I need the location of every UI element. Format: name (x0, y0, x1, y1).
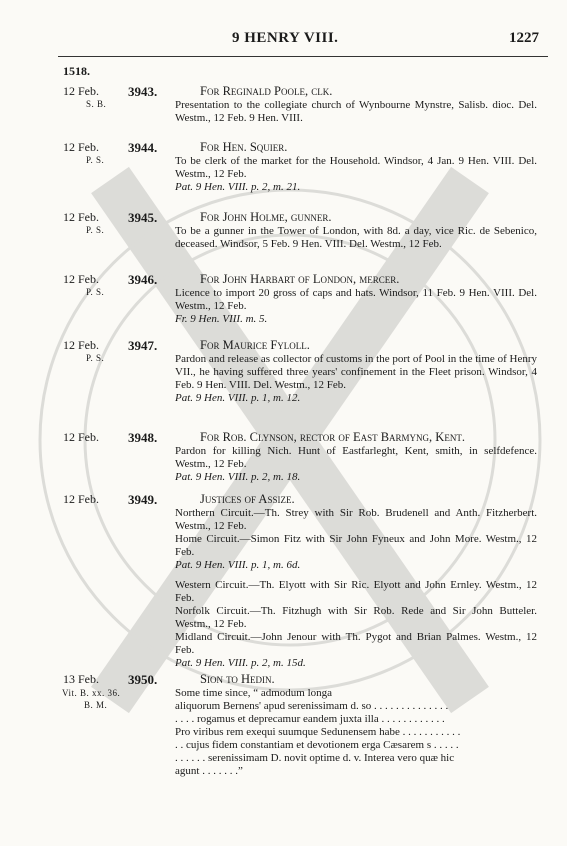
entry-text: Pardon and release as collector of customs in the port of Pool in the time of Henry VII., he having suffered three years' confinement in the Fleet prison. Windsor, 4 Feb. 9 Hen. VIII. Del. Westm., 12 Feb. (175, 353, 537, 391)
entry-date: 12 Feb. (63, 430, 99, 444)
heading-name: For Rob. Clynson, rector of East Barmyng, Kent. (200, 430, 465, 444)
entry-heading: For John Holme, gunner. (200, 210, 332, 224)
entry-body (175, 225, 537, 251)
entry-heading: For Hen. Squier. (200, 140, 288, 154)
reference-text: Pat. 9 Hen. VIII. p. 2, m. 18. (175, 471, 301, 483)
entry-number: 3949. (128, 492, 158, 507)
entry-source (62, 687, 120, 711)
entry-reference (175, 471, 537, 484)
circuit-line: Norfolk Circuit.—Th. Fitzhugh with Sir Rob. Rede and Sir John Butteler. Westm., 12 Feb. (175, 605, 537, 630)
entry-heading: For Maurice Fyloll. (200, 338, 310, 352)
reference-text: Pat. 9 Hen. VIII. p. 1, m. 12. (175, 392, 301, 404)
letter-line: . . cujus fidem constantiam et devotionem erga Cæsarem s . . . . . (175, 739, 459, 751)
entry-body (175, 687, 537, 778)
entry-date: 12 Feb. (63, 338, 99, 352)
entry-text: Presentation to the collegiate church of Wynbourne Mynstre, Salisb. dioc. Del. Westm., 12 Feb. 9 Hen. VIII. (175, 99, 537, 124)
year-label: 1518. (63, 64, 90, 78)
entry-number: 3943. (128, 84, 158, 99)
circuit-line: Western Circuit.—Th. Elyott with Sir Ric. Elyott and John Ernley. Westm., 12 Feb. (175, 579, 537, 604)
entry-reference (175, 657, 537, 670)
entry-body (175, 155, 537, 194)
letter-line: . . . . rogamus et deprecamur eandem juxta illa . . . . . . . . . . . . (175, 713, 445, 725)
letter-line: . . . . . . serenissimam D. novit optime d. v. Interea vero quæ hic (175, 752, 455, 764)
entry-source: S. B. (86, 99, 107, 109)
entry-heading: For John Harbart of London, mercer. (200, 272, 400, 286)
circuit-line: Midland Circuit.—John Jenour with Th. Pygot and Brian Palmes. Westm., 12 Feb. (175, 631, 537, 656)
entry-reference (175, 313, 537, 326)
entry-number: 3948. (128, 430, 158, 445)
entry-body (175, 507, 537, 670)
entry-heading: Sion to Hedin. (200, 672, 275, 686)
reference-text: Pat. 9 Hen. VIII. p. 2, m. 15d. (175, 657, 306, 669)
entry-text: To be clerk of the market for the Household. Windsor, 4 Jan. 9 Hen. VIII. Del. Westm., 12 Feb. (175, 155, 537, 180)
letter-line: aliquorum Bernens' apud serenissimam d. so . . . . . . . . . . . . . . (175, 700, 449, 712)
entry-source: P. S. (86, 225, 105, 235)
entry-body (175, 445, 537, 484)
entry-date: 12 Feb. (63, 84, 99, 98)
entry-source: P. S. (86, 353, 105, 363)
entry-source: P. S. (86, 155, 105, 165)
reference-text: Pat. 9 Hen. VIII. p. 2, m. 21. (175, 181, 301, 193)
entry-date: 12 Feb. (63, 140, 99, 154)
entry-source: P. S. (86, 287, 105, 297)
entry-date: 12 Feb. (63, 492, 99, 506)
entry-reference (175, 181, 537, 194)
entry-body (175, 353, 537, 405)
reference-text: Pat. 9 Hen. VIII. p. 1, m. 6d. (175, 559, 301, 571)
page-number: 1227 (509, 30, 539, 46)
entry-text: To be a gunner in the Tower of London, with 8d. a day, vice Ric. de Sebenico, deceased. Windsor, 5 Feb. 9 Hen. VIII. Del. Westm., 12 Feb. (175, 225, 537, 250)
letter-line: Pro viribus rem exequi suumque Sedunensem habe . . . . . . . . . . . (175, 726, 461, 738)
entry-heading (200, 430, 465, 445)
entry-reference (175, 559, 537, 572)
entry-text: Pardon for killing Nich. Hunt of Eastfarleght, Kent, smith, in selfdefence. Westm., 12 Feb. (175, 445, 537, 470)
entry-heading: Justices of Assize. (200, 492, 295, 506)
circuit-line: Home Circuit.—Simon Fitz with Sir John Fyneux and John More. Westm., 12 Feb. (175, 533, 537, 558)
entry-date: 13 Feb. (63, 672, 99, 686)
paragraph-gap (175, 572, 537, 579)
entry-heading: For Reginald Poole, clk. (200, 84, 333, 98)
entry-number: 3944. (128, 140, 158, 155)
entry-number: 3947. (128, 338, 158, 353)
entry-body (175, 287, 537, 326)
entry-number: 3950. (128, 672, 158, 687)
page-header (0, 30, 567, 52)
entry-reference (175, 392, 537, 405)
entry-date: 12 Feb. (63, 210, 99, 224)
circuit-line: Northern Circuit.—Th. Strey with Sir Rob. Brudenell and Anth. Fitzherbert. Westm., 12 Feb. (175, 507, 537, 532)
header-rule (58, 56, 548, 57)
letter-line: agunt . . . . . . .” (175, 765, 243, 777)
running-title: 9 HENRY VIII. (232, 30, 339, 46)
entry-number: 3946. (128, 272, 158, 287)
source-line: B. M. (84, 700, 108, 710)
entry-body (175, 99, 537, 125)
entry-date: 12 Feb. (63, 272, 99, 286)
reference-text: Fr. 9 Hen. VIII. m. 5. (175, 313, 268, 325)
entry-text: Licence to import 20 gross of caps and hats. Windsor, 11 Feb. 9 Hen. VIII. Del. Westm., 12 Feb. (175, 287, 537, 312)
letter-line: Some time since, “ admodum longa (175, 687, 333, 699)
entry-number: 3945. (128, 210, 158, 225)
source-line: Vit. B. xx. 36. (62, 688, 121, 698)
